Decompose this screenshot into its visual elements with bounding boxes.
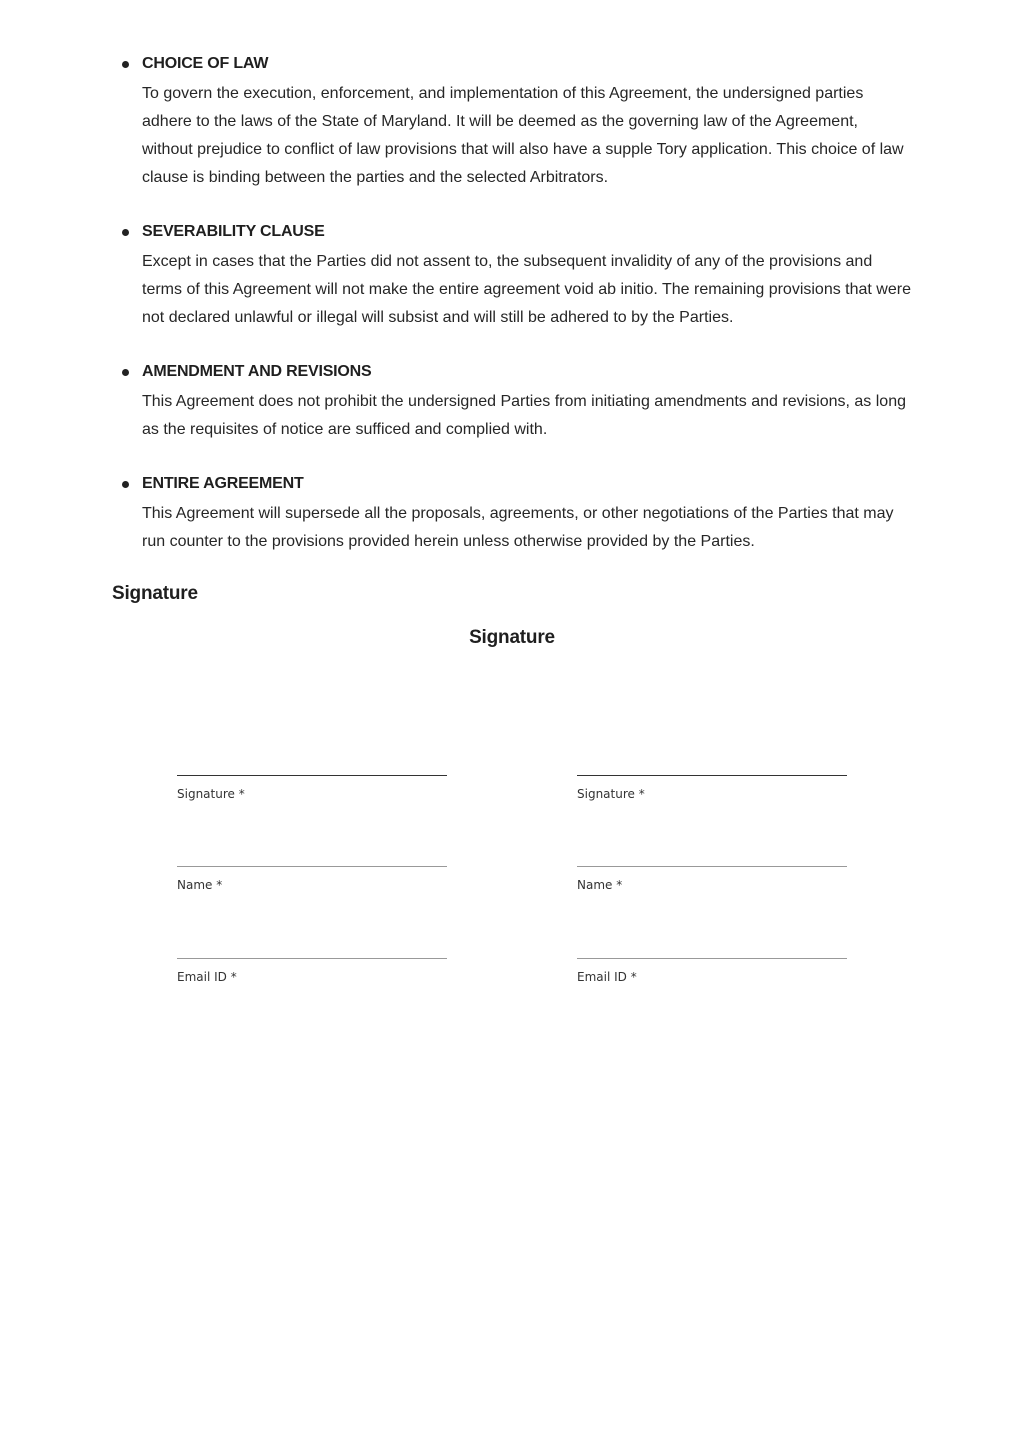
clause-choice-of-law (142, 52, 912, 192)
name-field[interactable] (177, 866, 447, 892)
signature-label: Signature * (577, 787, 645, 801)
signature-line (577, 775, 847, 776)
clause-severability (142, 220, 912, 332)
signature-line (177, 775, 447, 776)
clause-amendment (142, 360, 912, 444)
clause-body: This Agreement will supersede all the proposals, agreements, or other negotiations of the Parties that may run counter to the provisions provided herein unless otherwise provided by the Parties. (142, 505, 894, 550)
section-heading-signature: Signature (112, 583, 198, 604)
name-line (577, 866, 847, 867)
bullet-icon (122, 229, 129, 236)
email-label: Email ID * (177, 970, 237, 984)
name-line (177, 866, 447, 867)
signature-label: Signature * (177, 787, 245, 801)
clause-title: AMENDMENT AND REVISIONS (142, 363, 372, 380)
clause-entire-agreement (142, 472, 912, 556)
name-field[interactable] (577, 866, 847, 892)
bullet-icon (122, 369, 129, 376)
clause-body: This Agreement does not prohibit the undersigned Parties from initiating amendments and revisions, as long as the requisites of notice are sufficed and complied with. (142, 393, 906, 438)
name-label: Name * (577, 878, 623, 892)
email-field[interactable] (177, 958, 447, 984)
clause-title: ENTIRE AGREEMENT (142, 475, 304, 492)
email-label: Email ID * (577, 970, 637, 984)
name-label: Name * (177, 878, 223, 892)
signature-field[interactable] (177, 775, 447, 801)
signature-field[interactable] (577, 775, 847, 801)
email-line (577, 958, 847, 959)
clause-body: Except in cases that the Parties did not assent to, the subsequent invalidity of any of the provisions and terms of this Agreement will not make the entire agreement void ab initio. The remaining provisions that were not declared unlawful or illegal will subsist and will still be adhered to by the Parties. (142, 253, 911, 326)
bullet-icon (122, 481, 129, 488)
bullet-icon (122, 61, 129, 68)
clause-title: CHOICE OF LAW (142, 55, 269, 72)
clause-title: SEVERABILITY CLAUSE (142, 223, 325, 240)
signature-block-title: Signature (469, 627, 555, 648)
email-line (177, 958, 447, 959)
email-field[interactable] (577, 958, 847, 984)
clause-body: To govern the execution, enforcement, and implementation of this Agreement, the undersigned parties adhere to the laws of the State of Maryland. It will be deemed as the governing law of the Agreement, without prejudice to conflict of law provisions that will also have a supple Tory application. This choice of law clause is binding between the parties and the selected Arbitrators. (142, 85, 904, 186)
